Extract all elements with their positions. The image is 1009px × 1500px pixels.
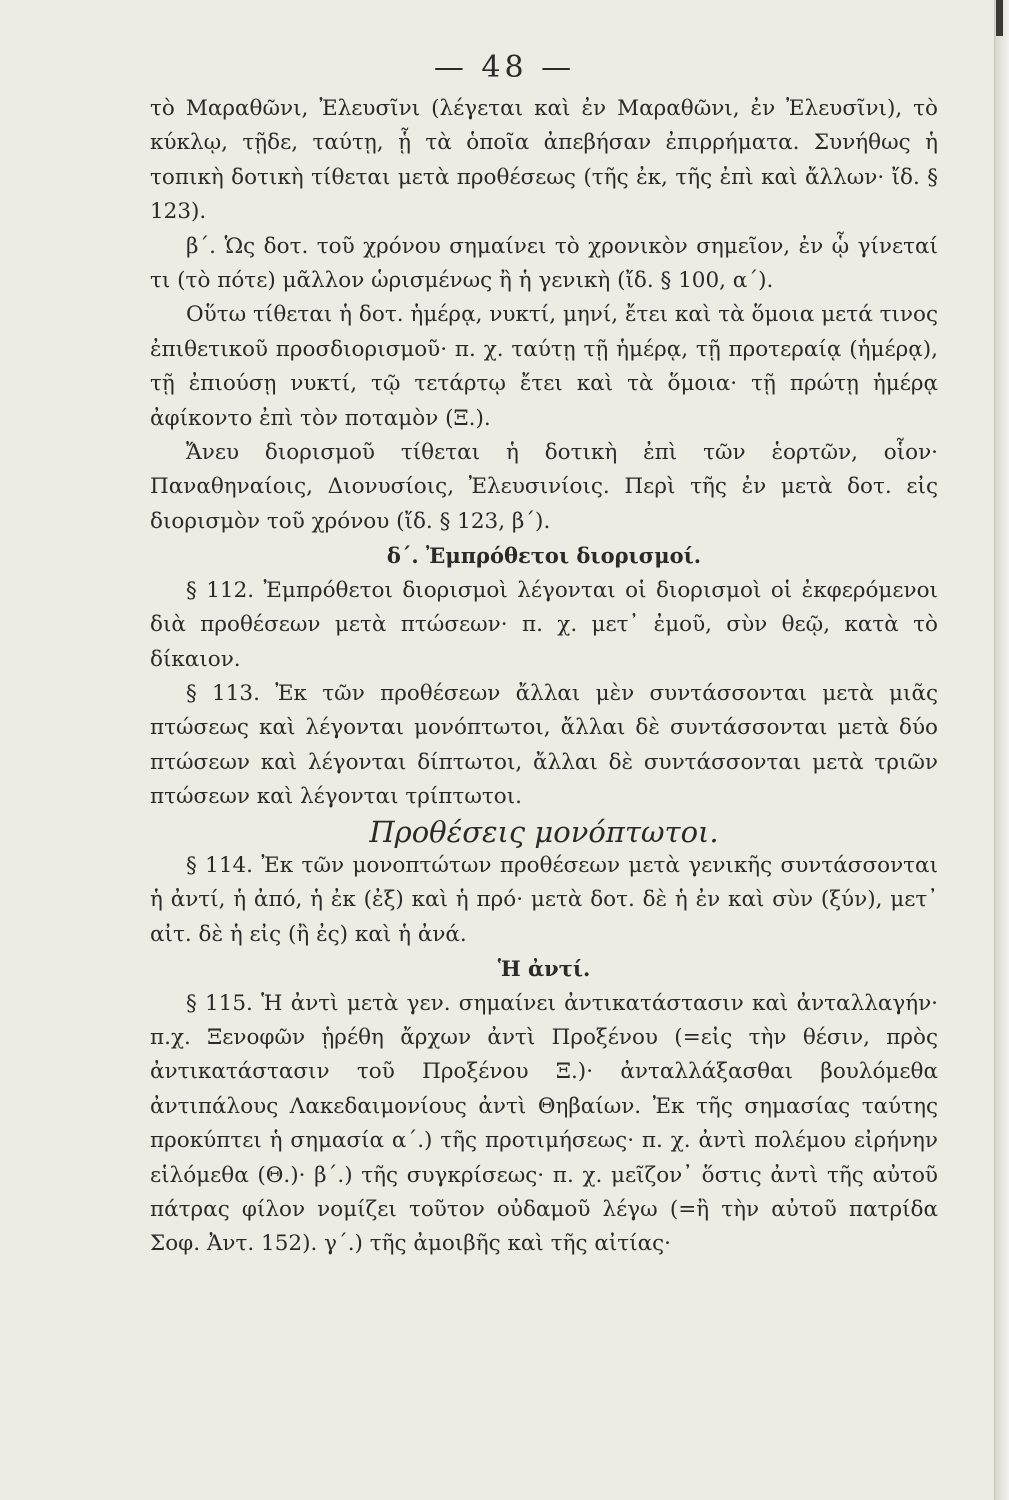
paragraph-festivals: Ἄνευ διορισμοῦ τίθεται ἡ δοτικὴ ἐπὶ τῶν ἑορτῶν, οἷον· Παναθηναίοις, Διονυσίοις, Ἐλευσινίοις. Περὶ τῆς ἐν μετὰ δοτ. εἰς διορισμὸν τοῦ χρόνου (ἴδ. § 123, β΄). (150, 440, 938, 534)
paragraph-locative-dative: τὸ Μαραθῶνι, Ἐλευσῖνι (λέγεται καὶ ἐν Μαραθῶνι, ἐν Ἐλευσῖνι), τὸ κύκλῳ, τῇδε, ταύτῃ, ᾗ τὰ ὁποῖα ἀπεβήσαν ἐπιρρήματα. Συνήθως ἡ τοπικὴ δοτικὴ τίθεται μετὰ προθέσεως (τῆς ἐκ, τῆς ἐπὶ καὶ ἄλλων· ἴδ. § 123). (150, 96, 938, 225)
paragraph-section-114: § 114. Ἐκ τῶν μονοπτώτων προθέσεων μετὰ γενικῆς συντάσσονται ἡ ἀντί, ἡ ἀπό, ἡ ἐκ (ἐξ) καὶ ἡ πρό· μετὰ δοτ. δὲ ἡ ἐν καὶ σὺν (ξύν), μετ᾽ αἰτ. δὲ ἡ εἰς (ἢ ἐς) καὶ ἡ ἀνά. (150, 852, 938, 947)
section-heading-anti: Ἡ ἀντί. (497, 956, 591, 982)
page-text (150, 92, 938, 1262)
section-heading-prepositional: δ΄. Ἐμπρόθετοι διορισμοί. (386, 543, 702, 569)
corner-mark (996, 0, 1003, 36)
paragraph-day-night-examples: Οὕτω τίθεται ἡ δοτ. ἡμέρᾳ, νυκτί, μηνί, ἔτει καὶ τὰ ὅμοια μετά τινος ἐπιθετικοῦ προσδιορισμοῦ· π. χ. ταύτῃ τῇ ἡμέρᾳ, τῇ προτεραίᾳ (ἡμέρᾳ), τῇ ἐπιούσῃ νυκτί, τῷ τετάρτῳ ἔτει καὶ τὰ ὅμοια· τῇ πρώτῃ ἡμέρᾳ ἀφίκοντο ἐπὶ τὸν ποταμὸν (Ξ.). (150, 302, 938, 431)
page-number: — 48 — (433, 50, 576, 85)
page-edge (994, 0, 1009, 1500)
paragraph-temporal-dative: β΄. Ὡς δοτ. τοῦ χρόνου σημαίνει τὸ χρονικὸν σημεῖον, ἐν ᾧ γίνεταί τι (τὸ πότε) μᾶλλον ὡρισμένως ἢ ἡ γενικὴ (ἴδ. § 100, α΄). (150, 233, 938, 294)
paragraph-section-112: § 112. Ἐμπρόθετοι διορισμοὶ λέγονται οἱ διορισμοὶ οἱ ἐκφερόμενοι διὰ προθέσεων μετὰ πτώσεων· π. χ. μετ᾽ ἐμοῦ, σὺν θεῷ, κατὰ τὸ δίκαιον. (150, 577, 938, 672)
paragraph-section-113: § 113. Ἐκ τῶν προθέσεων ἄλλαι μὲν συντάσσονται μετὰ μιᾶς πτώσεως καὶ λέγονται μονόπτωτοι, ἄλλαι δὲ συντάσσονται μετὰ δύο πτώσεων καὶ λέγονται δίπτωτοι, ἄλλαι δὲ συντάσσονται μετὰ τριῶν πτώσεων καὶ λέγονται τρίπτωτοι. (150, 680, 938, 810)
section-heading-monoptotic: Προθέσεις μονόπτωτοι. (369, 814, 719, 849)
paragraph-section-115: § 115. Ἡ ἀντὶ μετὰ γεν. σημαίνει ἀντικατάστασιν καὶ ἀνταλλαγήν· π.χ. Ξενοφῶν ᾑρέθη ἄρχων ἀντὶ Προξένου (=εἰς τὴν θέσιν, πρὸς ἀντικατάστασιν τοῦ Προξένου Ξ.)· ἀνταλλάξασθαι βουλόμεθα ἀντιπάλους Λακεδαιμονίους ἀντὶ Θηβαίων. Ἐκ τῆς σημασίας ταύτης προκύπτει ἡ σημασία α΄.) τῆς προτιμήσεως· π. χ. ἀντὶ πολέμου εἰρήνην εἱλόμεθα (Θ.)· β΄.) τῆς συγκρίσεως· π. χ. μεῖζον᾽ ὅστις ἀντὶ τῆς αὐτοῦ πάτρας φίλον νομίζει τοῦτον οὐδαμοῦ λέγω (=ἢ τὴν αὐτοῦ πατρίδα Σοφ. Ἀντ. 152). γ΄.) τῆς ἀμοιβῆς καὶ τῆς αἰτίας· (150, 990, 938, 1257)
